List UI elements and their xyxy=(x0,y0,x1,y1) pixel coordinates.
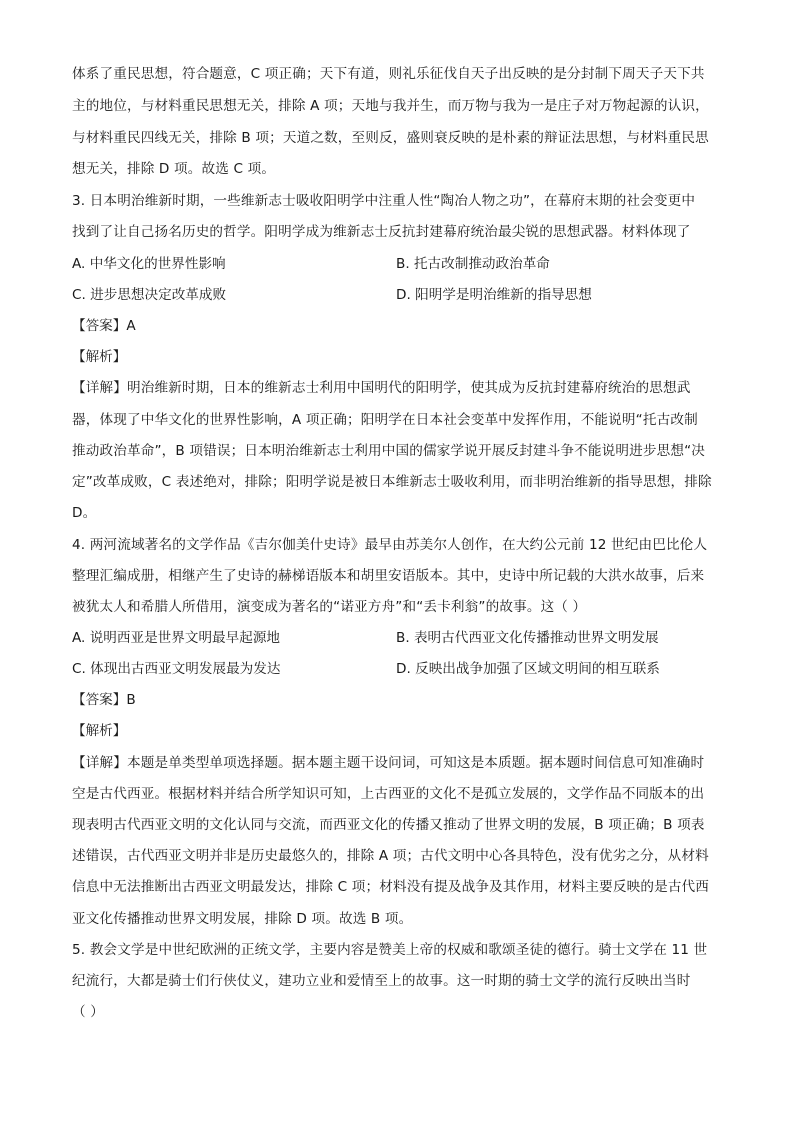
q2-detail-line-3: 与材料重民四线无关，排除 B 项；天道之数，至则反，盛则衰反映的是朴素的辩证法思想，与材料重民思 xyxy=(72,130,709,146)
q3-detail-line-3: 推动政治革命”，B 项错误；日本明治维新志士利用中国的儒家学说开展反封建斗争不能说明进步思想“决 xyxy=(72,443,706,459)
q3-analysis-label: 【解析】 xyxy=(72,349,127,365)
q4-option-d: D. 反映出战争加强了区域文明间的相互联系 xyxy=(396,661,660,677)
q4-stem-line-3: 被犹太人和希腊人所借用，演变成为著名的“诺亚方舟”和“丢卡利翁”的故事。这（ ） xyxy=(72,599,587,615)
q4-option-c: C. 体现出古西亚文明发展最为发达 xyxy=(72,661,281,677)
q4-detail-line-4: 述错误，古代西亚文明并非是历史最悠久的，排除 A 项；古代文明中心各具特色，没有优劣之分，从材料 xyxy=(72,848,709,864)
q4-detail-line-6: 亚文化传播推动世界文明发展，排除 D 项。故选 B 项。 xyxy=(72,911,413,927)
q4-detail-line-3: 现表明古代西亚文明的文化认同与交流，而西亚文化的传播又推动了世界文明的发展，B 项正确；B 项表 xyxy=(72,817,705,833)
q5-stem-line-2: 纪流行，大都是骑士们行侠仗义，建功立业和爱情至上的故事。这一时期的骑士文学的流行反映出当时 xyxy=(72,973,691,989)
q3-stem-line-2: 找到了让自己扬名历史的哲学。阳明学成为维新志士反抗封建幕府统治最尖锐的思想武器。材料体现了 xyxy=(72,224,691,240)
q3-option-c: C. 进步思想决定改革成败 xyxy=(72,287,227,303)
q3-stem-line-1: 3. 日本明治维新时期，一些维新志士吸收阳明学中注重人性“陶冶人物之功”，在幕府末期的社会变更中 xyxy=(72,193,696,209)
q5-stem-line-1: 5. 教会文学是中世纪欧洲的正统文学，主要内容是赞美上帝的权威和歌颂圣徒的德行。骑士文学在 11 世 xyxy=(72,942,708,958)
q3-detail-line-2: 器，体现了中华文化的世界性影响，A 项正确；阳明学在日本社会变革中发挥作用，不能说明“托古改制 xyxy=(72,412,698,428)
q4-option-b: B. 表明古代西亚文化传播推动世界文明发展 xyxy=(396,630,659,646)
q5-stem-line-3: （ ） xyxy=(72,1004,104,1020)
q3-option-b: B. 托古改制推动政治革命 xyxy=(396,256,550,272)
q4-option-a: A. 说明西亚是世界文明最早起源地 xyxy=(72,630,281,646)
q4-analysis-label: 【解析】 xyxy=(72,723,127,739)
q3-option-d: D. 阳明学是明治维新的指导思想 xyxy=(396,287,592,303)
q4-detail-line-5: 信息中无法推断出古西亚文明最发达，排除 C 项；材料没有提及战争及其作用，材料主要反映的是古代西 xyxy=(72,879,710,895)
q3-option-a: A. 中华文化的世界性影响 xyxy=(72,256,226,272)
q3-detail-line-1: 【详解】明治维新时期，日本的维新志士利用中国明代的阳明学，使其成为反抗封建幕府统治的思想武 xyxy=(72,380,691,396)
q4-stem-line-2: 整理汇编成册，相继产生了史诗的赫梯语版本和胡里安语版本。其中，史诗中所记载的大洪水故事，后来 xyxy=(72,568,705,584)
q3-answer: 【答案】A xyxy=(72,318,136,334)
q4-stem-line-1: 4. 两河流域著名的文学作品《吉尔伽美什史诗》最早由苏美尔人创作，在大约公元前 12 世纪由巴比伦人 xyxy=(72,537,708,553)
q4-answer: 【答案】B xyxy=(72,692,136,708)
q3-detail-line-5: D。 xyxy=(72,505,97,521)
q3-detail-line-4: 定”改革成败，C 表述绝对，排除；阳明学说是被日本维新志士吸收利用，而非明治维新的指导思想，排除 xyxy=(72,474,712,490)
q4-detail-line-2: 空是古代西亚。根据材料并结合所学知识可知，上古西亚的文化不是孤立发展的，文学作品不同版本的出 xyxy=(72,786,705,802)
q2-detail-line-4: 想无关，排除 D 项。故选 C 项。 xyxy=(72,161,276,177)
q2-detail-line-1: 体系了重民思想，符合题意，C 项正确；天下有道，则礼乐征伐自天子出反映的是分封制下周天子天下共 xyxy=(72,66,705,82)
q4-detail-line-1: 【详解】本题是单类型单项选择题。据本题主题干设问词，可知这是本质题。据本题时间信息可知准确时 xyxy=(72,755,705,771)
q2-detail-line-2: 主的地位，与材料重民思想无关，排除 A 项；天地与我并生，而万物与我为一是庄子对万物起源的认识， xyxy=(72,98,709,114)
